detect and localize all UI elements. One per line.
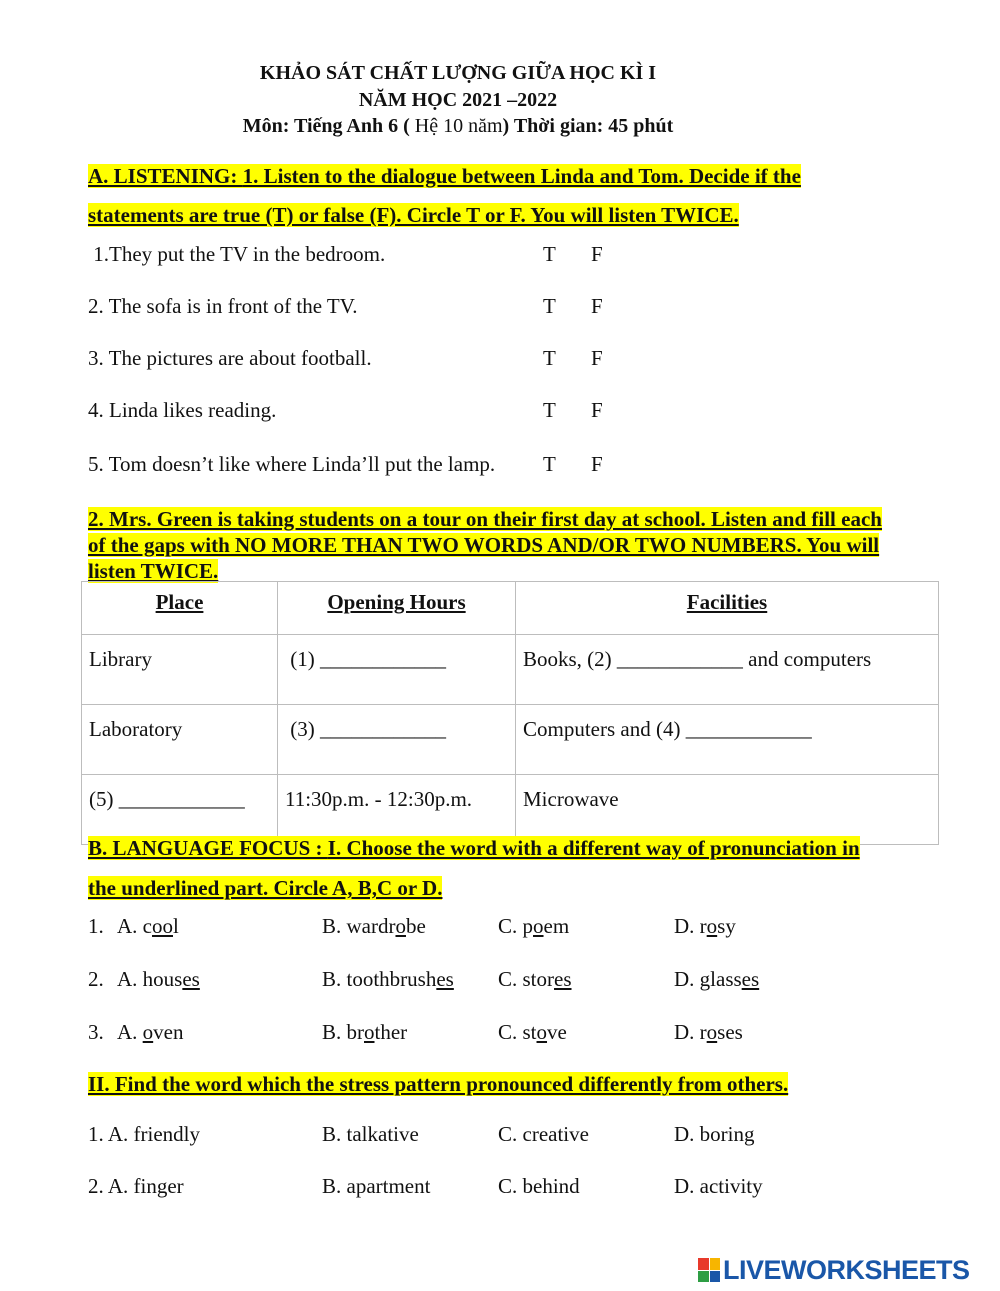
option-text: be [405,914,426,938]
option-text: ven [153,1020,184,1044]
option-text: ses [717,1020,743,1044]
false-option[interactable]: F [591,452,603,476]
statement-text: 5. Tom doesn’t like where Linda’ll put the lamp. [88,452,496,476]
answer-option[interactable] [674,967,759,992]
language-instruction-line1 [88,836,860,861]
answer-option[interactable] [498,1020,567,1045]
true-option[interactable]: T [543,294,556,318]
answer-option[interactable] [117,914,179,939]
answer-option[interactable] [322,914,426,939]
gap-4[interactable]: Computers and (4) ____________ [516,705,939,775]
option-text: D. r [674,914,707,938]
listening-part2-instruction [88,506,956,584]
option-text: A. [117,1020,143,1044]
language-instruction-line2 [88,876,442,901]
underlined-part: o [533,914,544,938]
option-text: ther [374,1020,408,1044]
listening-instruction-line1 [88,164,801,189]
language-part1-text: I. Choose the word with a different way of pronunciation in [327,836,860,860]
subject-system: Hệ 10 năm [414,115,503,137]
table-cell: Microwave [516,775,939,845]
option-text: D. r [674,1020,707,1044]
underlined-part: es [182,967,200,991]
option-text: B. toothbrush [322,967,437,991]
underlined-part: es [554,967,572,991]
option-text: C. st [498,1020,537,1044]
table-header-hours: Opening Hours [278,582,516,635]
stress-heading: II. Find the word which the stress pattern pronounced differently from others. [88,1072,789,1096]
gap-3[interactable]: (3) ____________ [278,705,516,775]
underlined-part: o [142,1020,154,1044]
question-number: 3. [88,1020,104,1044]
option-text: l [173,914,179,938]
true-option[interactable]: T [543,346,556,370]
true-option[interactable]: T [543,398,556,422]
option-text: B. wardr [322,914,396,938]
subject-line [0,115,916,138]
table-row [82,705,939,775]
answer-option[interactable]: D. boring [674,1122,755,1146]
answer-option[interactable] [674,914,736,939]
answer-option[interactable]: D. activity [674,1174,763,1198]
answer-option[interactable] [498,967,572,992]
option-text: A. hous [117,967,183,991]
question-number: 2. [88,967,104,991]
listening-part1-text-cont: statements are true (T) or false (F). Circle T or F. You will listen TWICE. [88,203,739,227]
answer-option[interactable]: C. behind [498,1174,580,1198]
tour-table [81,581,939,845]
false-option[interactable]: F [591,346,603,370]
option-text: ve [547,1020,567,1044]
true-option[interactable]: T [543,242,556,266]
answer-option[interactable]: B. talkative [322,1122,419,1146]
statement-text: 3. The pictures are about football. [88,346,372,370]
statement-text: 1.They put the TV in the bedroom. [88,242,386,266]
gap-1[interactable]: (1) ____________ [278,635,516,705]
table-cell: 11:30p.m. - 12:30p.m. [278,775,516,845]
answer-option[interactable] [498,914,569,939]
language-heading: B. LANGUAGE FOCUS : [88,836,328,860]
underlined-part: oo [152,914,173,938]
table-cell: Laboratory [82,705,278,775]
exam-title: KHẢO SÁT CHẤT LƯỢNG GIỮA HỌC KÌ I [259,62,657,84]
answer-option[interactable] [117,1020,184,1045]
stress-instruction [88,1072,788,1097]
underlined-part: o [706,914,718,938]
option-text: D. glass [674,967,742,991]
statement-text: 2. The sofa is in front of the TV. [88,294,358,318]
answer-option[interactable]: 1. A. friendly [88,1122,200,1146]
answer-option[interactable]: C. creative [498,1122,589,1146]
option-text: A. c [117,914,152,938]
table-row [82,635,939,705]
option-text: B. br [322,1020,364,1044]
gap-5[interactable]: (5) ____________ [82,775,278,845]
table-header-facilities: Facilities [516,582,939,635]
part2-line1: 2. Mrs. Green is taking students on a tour on their first day at school. Listen and fill each [88,507,882,531]
underlined-part: o [364,1020,375,1044]
option-text: C. p [498,914,534,938]
question-number: 1. [88,914,104,938]
option-text: em [543,914,570,938]
answer-option[interactable] [322,1020,407,1045]
part2-line3: listen TWICE. [88,559,219,583]
subject-label: Môn: Tiếng Anh 6 ( [242,115,415,137]
underlined-part: es [436,967,454,991]
table-cell: Library [82,635,278,705]
answer-option[interactable] [117,967,200,992]
table-row [82,775,939,845]
false-option[interactable]: F [591,242,603,266]
false-option[interactable]: F [591,294,603,318]
gap-2[interactable]: Books, (2) ____________ and computers [516,635,939,705]
underlined-part: o [395,914,406,938]
option-text: C. stor [498,967,555,991]
liveworksheets-logo [698,1256,970,1284]
logo-text: LIVEWORKSHEETS [723,1254,970,1285]
subject-time: ) Thời gian: 45 phút [502,115,674,137]
underlined-part: o [706,1020,718,1044]
answer-option[interactable]: 2. A. finger [88,1174,184,1198]
false-option[interactable]: F [591,398,603,422]
underlined-part: es [741,967,760,991]
logo-icon [698,1258,720,1282]
statement-text: 4. Linda likes reading. [88,398,277,422]
true-option[interactable]: T [543,452,556,476]
part2-line2: of the gaps with NO MORE THAN TWO WORDS AND/OR TWO NUMBERS. You will [88,533,880,557]
language-part1-text-cont: the underlined part. Circle A, B,C or D. [88,876,443,900]
school-year: NĂM HỌC 2021 –2022 [358,89,558,111]
option-text: sy [717,914,736,938]
answer-option[interactable]: B. apartment [322,1174,431,1198]
listening-heading: A. LISTENING: [88,164,243,188]
answer-option[interactable] [674,1020,743,1045]
listening-instruction-line2 [88,203,739,228]
answer-option[interactable] [322,967,454,992]
table-header-place: Place [82,582,278,635]
listening-part1-text: 1. Listen to the dialogue between Linda and Tom. Decide if the [242,164,801,188]
underlined-part: o [536,1020,548,1044]
